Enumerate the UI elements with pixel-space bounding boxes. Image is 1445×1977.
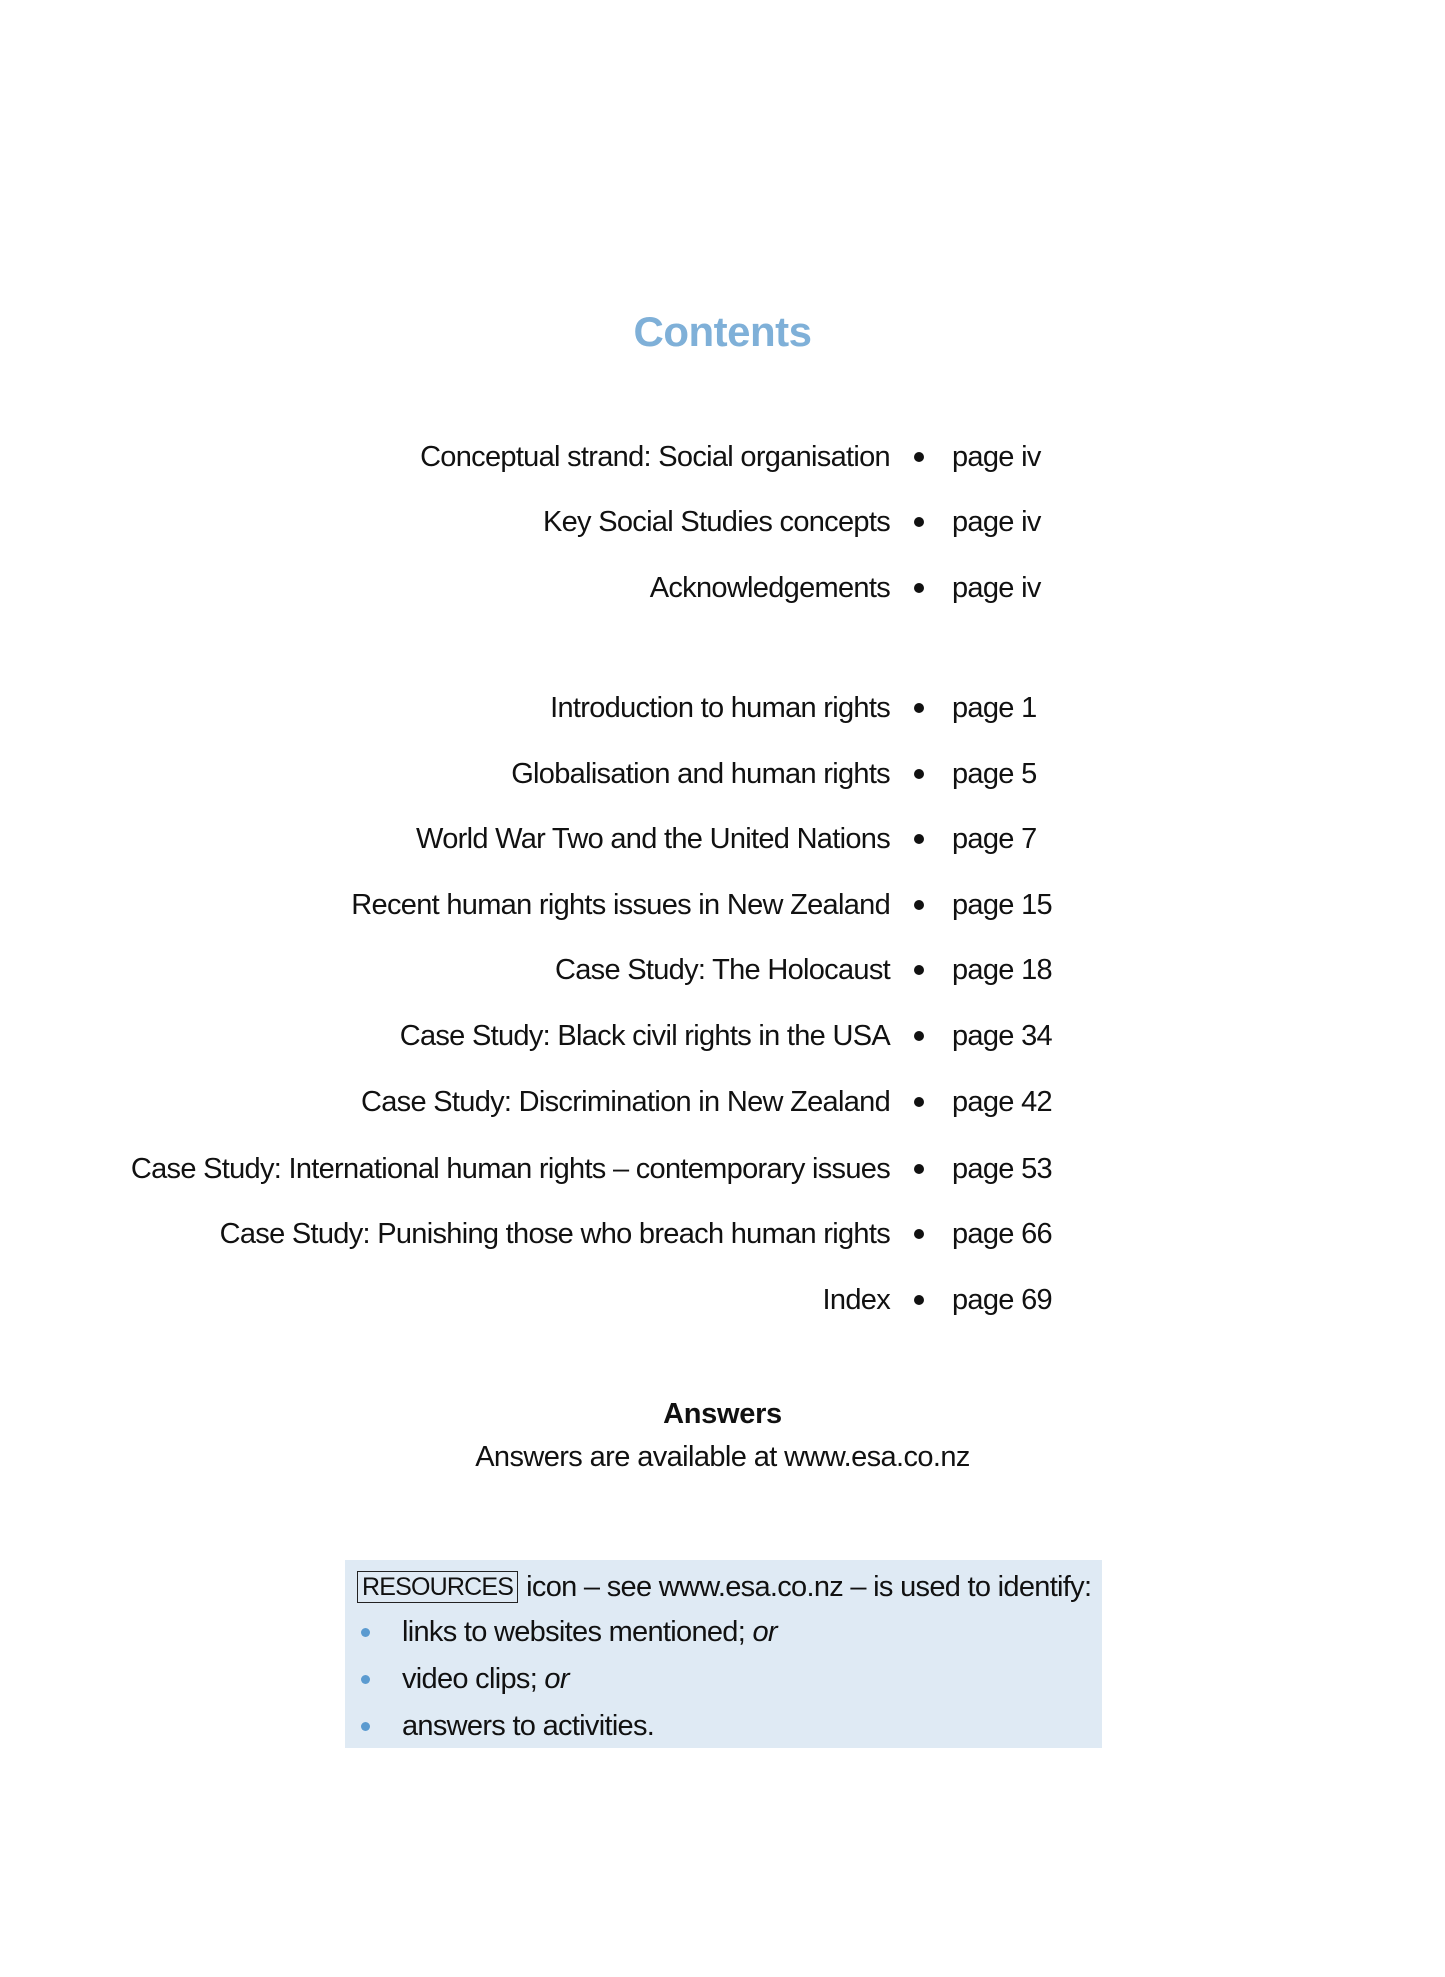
bullet-icon	[914, 1229, 924, 1239]
bullet-icon	[914, 834, 924, 844]
toc-entry-page: page 5	[952, 758, 1037, 790]
bullet-icon	[914, 1295, 924, 1305]
toc-entry-label: Globalisation and human rights	[511, 758, 890, 790]
toc-entry-page: page 7	[952, 823, 1037, 855]
bullet-icon	[914, 1164, 924, 1174]
bullet-icon	[361, 1675, 370, 1684]
answers-heading: Answers	[663, 1398, 782, 1430]
toc-row[interactable]	[0, 885, 1445, 925]
bullet-icon	[914, 769, 924, 779]
toc-entry-page: page 1	[952, 692, 1037, 724]
toc-entry-page: page 66	[952, 1218, 1052, 1250]
toc-row[interactable]	[0, 1016, 1445, 1056]
toc-entry-page: page iv	[952, 506, 1041, 538]
toc-row[interactable]	[0, 502, 1445, 542]
toc-entry-label: Acknowledgements	[649, 572, 890, 604]
toc-row[interactable]	[0, 950, 1445, 990]
bullet-icon	[914, 900, 924, 910]
list-item-text: answers to activities.	[402, 1710, 655, 1742]
bullet-icon	[361, 1722, 370, 1731]
bullet-icon	[914, 452, 924, 462]
toc-entry-label: Case Study: Punishing those who breach human rights	[219, 1218, 890, 1250]
toc-row[interactable]	[0, 754, 1445, 794]
toc-entry-page: page 42	[952, 1086, 1052, 1118]
resources-tag-icon: RESOURCES	[357, 1571, 518, 1603]
toc-row[interactable]	[0, 1280, 1445, 1320]
bullet-icon	[914, 583, 924, 593]
list-item-text: video clips;	[402, 1663, 545, 1695]
page-title: Contents	[633, 308, 812, 355]
toc-entry-page: page iv	[952, 441, 1041, 473]
toc-entry-label: Key Social Studies concepts	[542, 506, 890, 538]
toc-row[interactable]	[0, 568, 1445, 608]
bullet-icon	[914, 517, 924, 527]
toc-entry-label: Case Study: International human rights – contemporary issues	[130, 1153, 890, 1185]
bullet-icon	[361, 1628, 370, 1637]
toc-entry-label: Case Study: Discrimination in New Zealand	[361, 1086, 890, 1118]
bullet-icon	[914, 703, 924, 713]
toc-entry-page: page 34	[952, 1020, 1052, 1052]
toc-row[interactable]	[0, 1214, 1445, 1254]
toc-entry-label: Recent human rights issues in New Zealand	[351, 889, 890, 921]
toc-entry-page: page 69	[952, 1284, 1052, 1316]
toc-row[interactable]	[0, 437, 1445, 477]
toc-entry-label: Conceptual strand: Social organisation	[420, 441, 890, 473]
resources-intro-text: icon – see www.esa.co.nz – is used to identify:	[526, 1571, 1092, 1603]
resources-intro	[357, 1570, 1091, 1604]
toc-row[interactable]	[0, 1082, 1445, 1122]
list-item-text: links to websites mentioned;	[402, 1616, 753, 1648]
toc-row[interactable]	[0, 1149, 1445, 1189]
toc-row[interactable]	[0, 688, 1445, 728]
toc-entry-label: Index	[822, 1284, 890, 1316]
toc-entry-label: World War Two and the United Nations	[416, 823, 890, 855]
resources-info-box	[345, 1560, 1102, 1748]
toc-entry-label: Case Study: The Holocaust	[555, 954, 890, 986]
answers-note: Answers are available at www.esa.co.nz	[475, 1441, 970, 1473]
bullet-icon	[914, 965, 924, 975]
toc-entry-page: page 53	[952, 1153, 1052, 1185]
toc-entry-page: page iv	[952, 572, 1041, 604]
bullet-icon	[914, 1031, 924, 1041]
list-item-suffix: or	[544, 1663, 569, 1695]
bullet-icon	[914, 1097, 924, 1107]
toc-entry-page: page 18	[952, 954, 1052, 986]
toc-entry-label: Case Study: Black civil rights in the USA	[399, 1020, 890, 1052]
toc-entry-label: Introduction to human rights	[550, 692, 890, 724]
toc-row[interactable]	[0, 819, 1445, 859]
list-item-suffix: or	[752, 1616, 777, 1648]
toc-entry-page: page 15	[952, 889, 1052, 921]
